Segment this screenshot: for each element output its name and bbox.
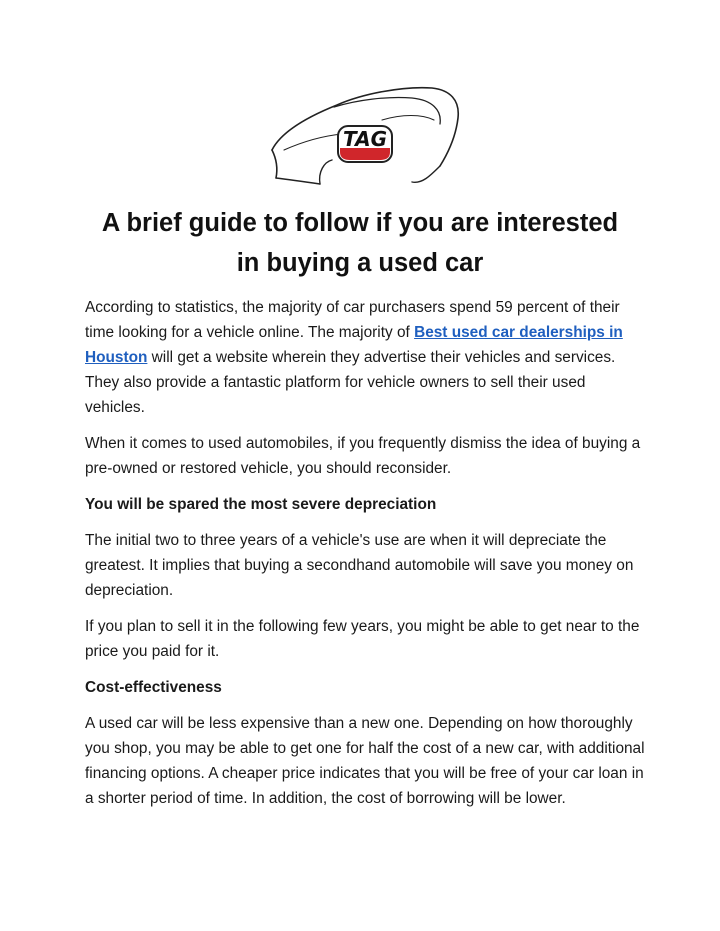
paragraph-cost: A used car will be less expensive than a new one. Depending on how thoroughly you shop, you may be able to get one for half the cost of a new car, with additional financing options. A cheaper price indicates that you will be free of your car loan in a shorter period of time. In addition, the cost of borrowing will be lower. — [85, 715, 645, 807]
intro-paragraph — [85, 295, 645, 420]
dealerships-link[interactable]: Best used car dealerships in Houston — [85, 324, 623, 366]
tag-badge — [338, 126, 392, 162]
intro-text-after-link: will get a website wherein they advertise their vehicles and services. They also provide a fantastic platform for vehicle owners to sell their used vehicles. — [85, 349, 616, 416]
intro-text-before-link: According to statistics, the majority of car purchasers spend 59 percent of their time looking for a vehicle online. The majority of — [85, 299, 620, 341]
article-body — [85, 295, 645, 822]
title-line-2: in buying a used car — [236, 249, 484, 277]
logo-text: TAG — [343, 127, 387, 151]
paragraph-reconsider: When it comes to used automobiles, if you frequently dismiss the idea of buying a pre-owned or restored vehicle, you should reconsider. — [85, 435, 641, 477]
section-heading-cost: Cost-effectiveness — [85, 679, 222, 696]
section-heading-depreciation: You will be spared the most severe depreciation — [85, 496, 437, 513]
paragraph-resale: If you plan to sell it in the following few years, you might be able to get near to the price you paid for it. — [85, 618, 640, 660]
paragraph-depreciation: The initial two to three years of a vehicle's use are when it will depreciate the greatest. It implies that buying a secondhand automobile will save you money on depreciation. — [85, 532, 634, 599]
brand-logo — [262, 80, 468, 190]
page-title — [60, 203, 660, 283]
title-line-1: A brief guide to follow if you are interested — [101, 209, 619, 237]
car-outline-logo-icon — [262, 80, 468, 190]
